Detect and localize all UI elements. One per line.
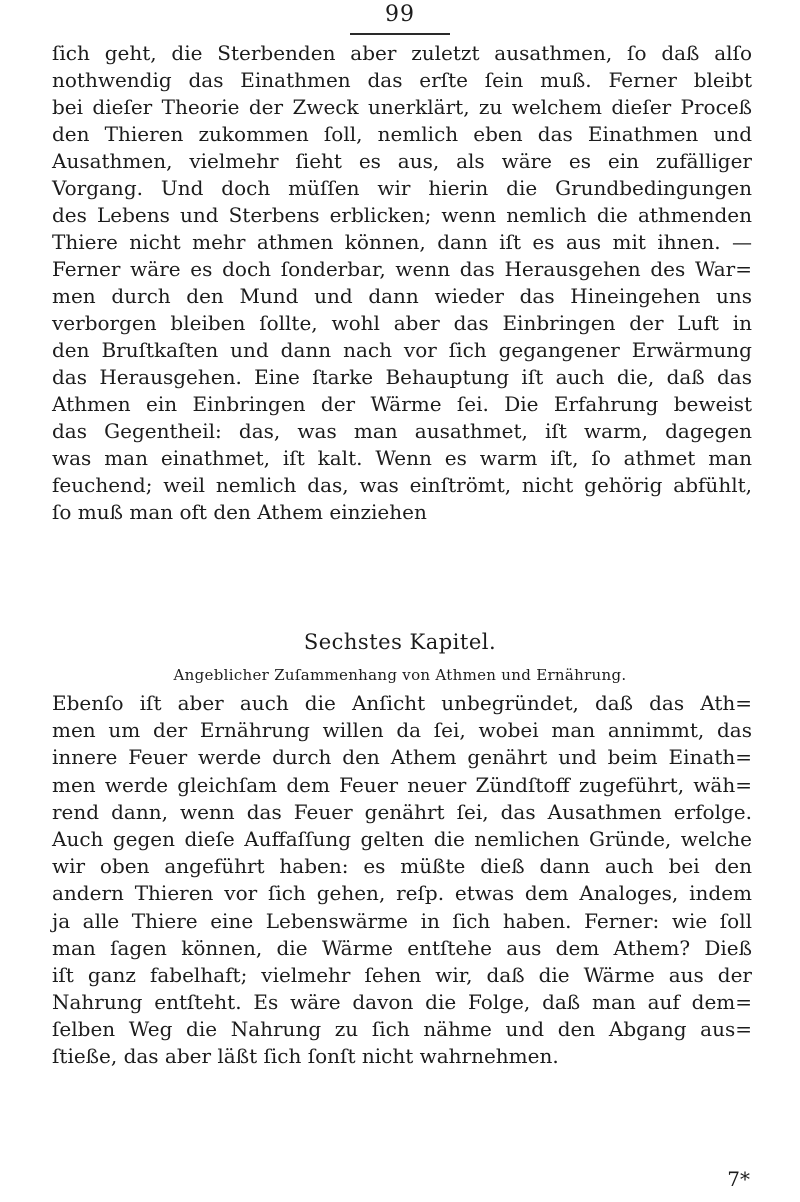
text-line: bei dieſer Theorie der Zweck unerklärt, zu welchem dieſer Proceß bbox=[52, 95, 752, 119]
text-line: ſo muß man oft den Athem einziehen bbox=[52, 500, 427, 524]
text-line: Ebenſo iſt aber auch die Anſicht unbegründet, daß das Ath= bbox=[52, 691, 752, 715]
text-line: innere Feuer werde durch den Athem genährt und beim Einath= bbox=[52, 745, 752, 770]
text-line: Auch gegen dieſe Auffaſſung gelten die nemlichen Gründe, welche bbox=[52, 826, 752, 851]
text-line: Athmen ein Einbringen der Wärme ſei. Die Erfahrung beweist bbox=[52, 392, 752, 416]
chapter-subtitle: Angeblicher Zuſammenhang von Athmen und Ernährung. bbox=[173, 666, 627, 684]
text-line: das Herausgehen. Eine ſtarke Behauptung iſt auch die, daß das bbox=[52, 365, 752, 389]
text-line: men werde gleichſam dem Feuer neuer Zündſtoff zugeführt, wäh= bbox=[52, 772, 752, 797]
text-line: den Bruſtkaſten und dann nach vor ſich gegangener Erwärmung bbox=[52, 338, 752, 362]
printer-signature-mark: 7* bbox=[727, 1167, 750, 1191]
text-line: verborgen bleiben ſollte, wohl aber das Einbringen der Luft in bbox=[52, 311, 752, 335]
header-rule bbox=[350, 33, 450, 35]
text-line: das Gegentheil: das, was man ausathmet, iſt warm, dagegen bbox=[52, 419, 752, 443]
text-line: was man einathmet, iſt kalt. Wenn es warm iſt, ſo athmet man bbox=[52, 446, 752, 470]
text-line: den Thieren zukommen ſoll, nemlich eben das Einathmen und bbox=[52, 122, 752, 146]
text-line: Ferner wäre es doch ſonderbar, wenn das Herausgehen des War= bbox=[52, 257, 752, 281]
text-line: man ſagen können, die Wärme entſtehe aus dem Athem? Dieß bbox=[52, 935, 752, 960]
page-number: 99 bbox=[385, 2, 415, 27]
text-line: Ausathmen, vielmehr ſieht es aus, als wäre es ein zufälliger bbox=[52, 149, 752, 173]
text-line: ſich geht, die Sterbenden aber zuletzt ausathmen, ſo daß alſo bbox=[52, 41, 752, 65]
chapter-paragraph bbox=[52, 690, 752, 1071]
text-line: Vorgang. Und doch müſſen wir hierin die Grundbedingungen bbox=[52, 176, 752, 200]
paragraph-continuation bbox=[52, 40, 752, 526]
text-line: Thiere nicht mehr athmen können, dann iſt es aus mit ihnen. — bbox=[52, 230, 752, 254]
text-line: andern Thieren vor ſich gehen, reſp. etwas dem Analoges, indem bbox=[52, 881, 752, 906]
text-line: ſtieße, das aber läßt ſich ſonſt nicht wahrnehmen. bbox=[52, 1044, 559, 1069]
text-line: des Lebens und Sterbens erblicken; wenn nemlich die athmenden bbox=[52, 203, 752, 227]
text-line: Nahrung entſteht. Es wäre davon die Folge, daß man auf dem= bbox=[52, 990, 752, 1015]
chapter-heading: Sechstes Kapitel. bbox=[303, 630, 497, 654]
text-line: wir oben angeführt haben: es müßte dieß dann auch bei den bbox=[52, 854, 752, 879]
text-line: rend dann, wenn das Feuer genährt ſei, das Ausathmen erfolge. bbox=[52, 799, 752, 824]
text-line: ja alle Thiere eine Lebenswärme in ſich haben. Ferner: wie ſoll bbox=[52, 908, 752, 933]
text-line: feuchend; weil nemlich das, was einſtrömt, nicht gehörig abfühlt, bbox=[52, 473, 752, 497]
text-line: men um der Ernährung willen da ſei, wobei man annimmt, das bbox=[52, 718, 752, 743]
text-line: men durch den Mund und dann wieder das Hineingehen uns bbox=[52, 284, 752, 308]
text-line: iſt ganz fabelhaft; vielmehr ſehen wir, daß die Wärme aus der bbox=[52, 962, 752, 987]
text-line: ſelben Weg die Nahrung zu ſich nähme und den Abgang aus= bbox=[52, 1017, 752, 1042]
text-line: nothwendig das Einathmen das erſte ſein muß. Ferner bleibt bbox=[52, 68, 752, 92]
